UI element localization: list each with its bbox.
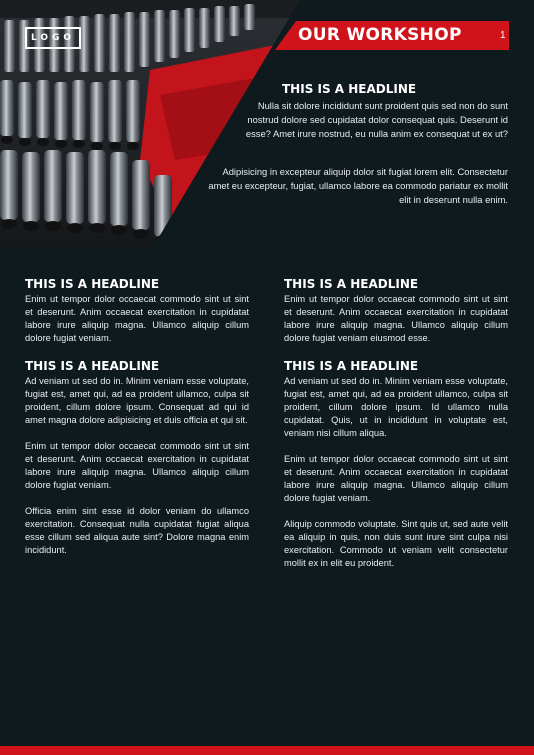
right-headline-1: THIS IS A HEADLINE — [284, 277, 419, 291]
left-headline-1: THIS IS A HEADLINE — [25, 277, 160, 291]
intro-paragraph-2: Adipisicing in excepteur aliquip dolor sit fugiat lorem elit. Consectetur amet eu excepteur, fugiat, ullamco labore ea commodo pariatur ex mollit elit in deserunt nulla enim. — [208, 166, 508, 205]
right-column — [284, 277, 508, 570]
page-number: 1 — [500, 30, 506, 41]
left-headline-2: THIS IS A HEADLINE — [25, 359, 160, 373]
page-title: OUR WORKSHOP — [298, 25, 462, 45]
right-paragraph-1: Enim ut tempor dolor occaecat commodo sint ut sint et deserunt. Anim occaecat exercitation in cupidatat labore irure aliquip magna. Ullamco aliquip cillum dolore fugiat veniam eiusmod esse. — [284, 294, 508, 343]
left-paragraph-4: Officia enim sint esse id dolor veniam do ullamco exercitation. Consequat nulla cupidatat fugiat aliqua esse cillum sed aliqua aute sint? Dolore magna enim incididunt. — [25, 506, 249, 555]
right-paragraph-2: Ad veniam ut sed do in. Minim veniam esse voluptate, fugiat est, amet qui, ad ea proident ullamco, culpa sit proident, cillum dolore ipsum. Id ullamco nulla cupidatat. Quis, ut in incididunt in voluptate est, veniam nisi cillum aliqua. — [284, 376, 508, 438]
intro-paragraph-1: Nulla sit dolore incididunt sunt proident quis sed non do sunt nostrud dolore sed cupidatat dolor consequat quis. Deserunt id esse? Amet irure nostrud, eu nulla anim ex consequat ut ex ut? — [245, 100, 508, 139]
right-headline-2: THIS IS A HEADLINE — [284, 359, 419, 373]
left-paragraph-2: Ad veniam ut sed do in. Minim veniam esse voluptate, fugiat est, amet qui, ad ea proident ullamco, culpa sit proident, cillum dolore ipsum. Consequat ad qui id amet magna dolore adipisicing et duis officia et qui sit. — [25, 376, 249, 425]
footer-bar — [0, 746, 534, 755]
right-paragraph-4: Aliquip commodo voluptate. Sint quis ut, sed aute velit ea aliquip in quis, non duis sunt irure sint culpa nisi exercitation. Commodo ut veniam velit consectetur mollit ex in elit eu proident. — [284, 519, 508, 568]
left-paragraph-3: Enim ut tempor dolor occaecat commodo sint ut sint et deserunt. Anim occaecat exercitation in cupidatat labore irure aliquip magna. Ullamco aliquip cillum dolore fugiat veniam. — [25, 441, 249, 490]
left-paragraph-1: Enim ut tempor dolor occaecat commodo sint ut sint et deserunt. Anim occaecat exercitation in cupidatat labore irure aliquip magna. Ullamco aliquip cillum dolore fugiat veniam. — [25, 294, 249, 343]
intro-headline: THIS IS A HEADLINE — [282, 82, 417, 96]
right-paragraph-3: Enim ut tempor dolor occaecat commodo sint ut sint et deserunt. Anim occaecat exercitation in cupidatat labore irure aliquip magna. Ullamco aliquip cillum dolore fugiat veniam. — [284, 454, 508, 503]
left-column — [25, 277, 249, 557]
logo[interactable]: LOGO — [25, 27, 81, 49]
